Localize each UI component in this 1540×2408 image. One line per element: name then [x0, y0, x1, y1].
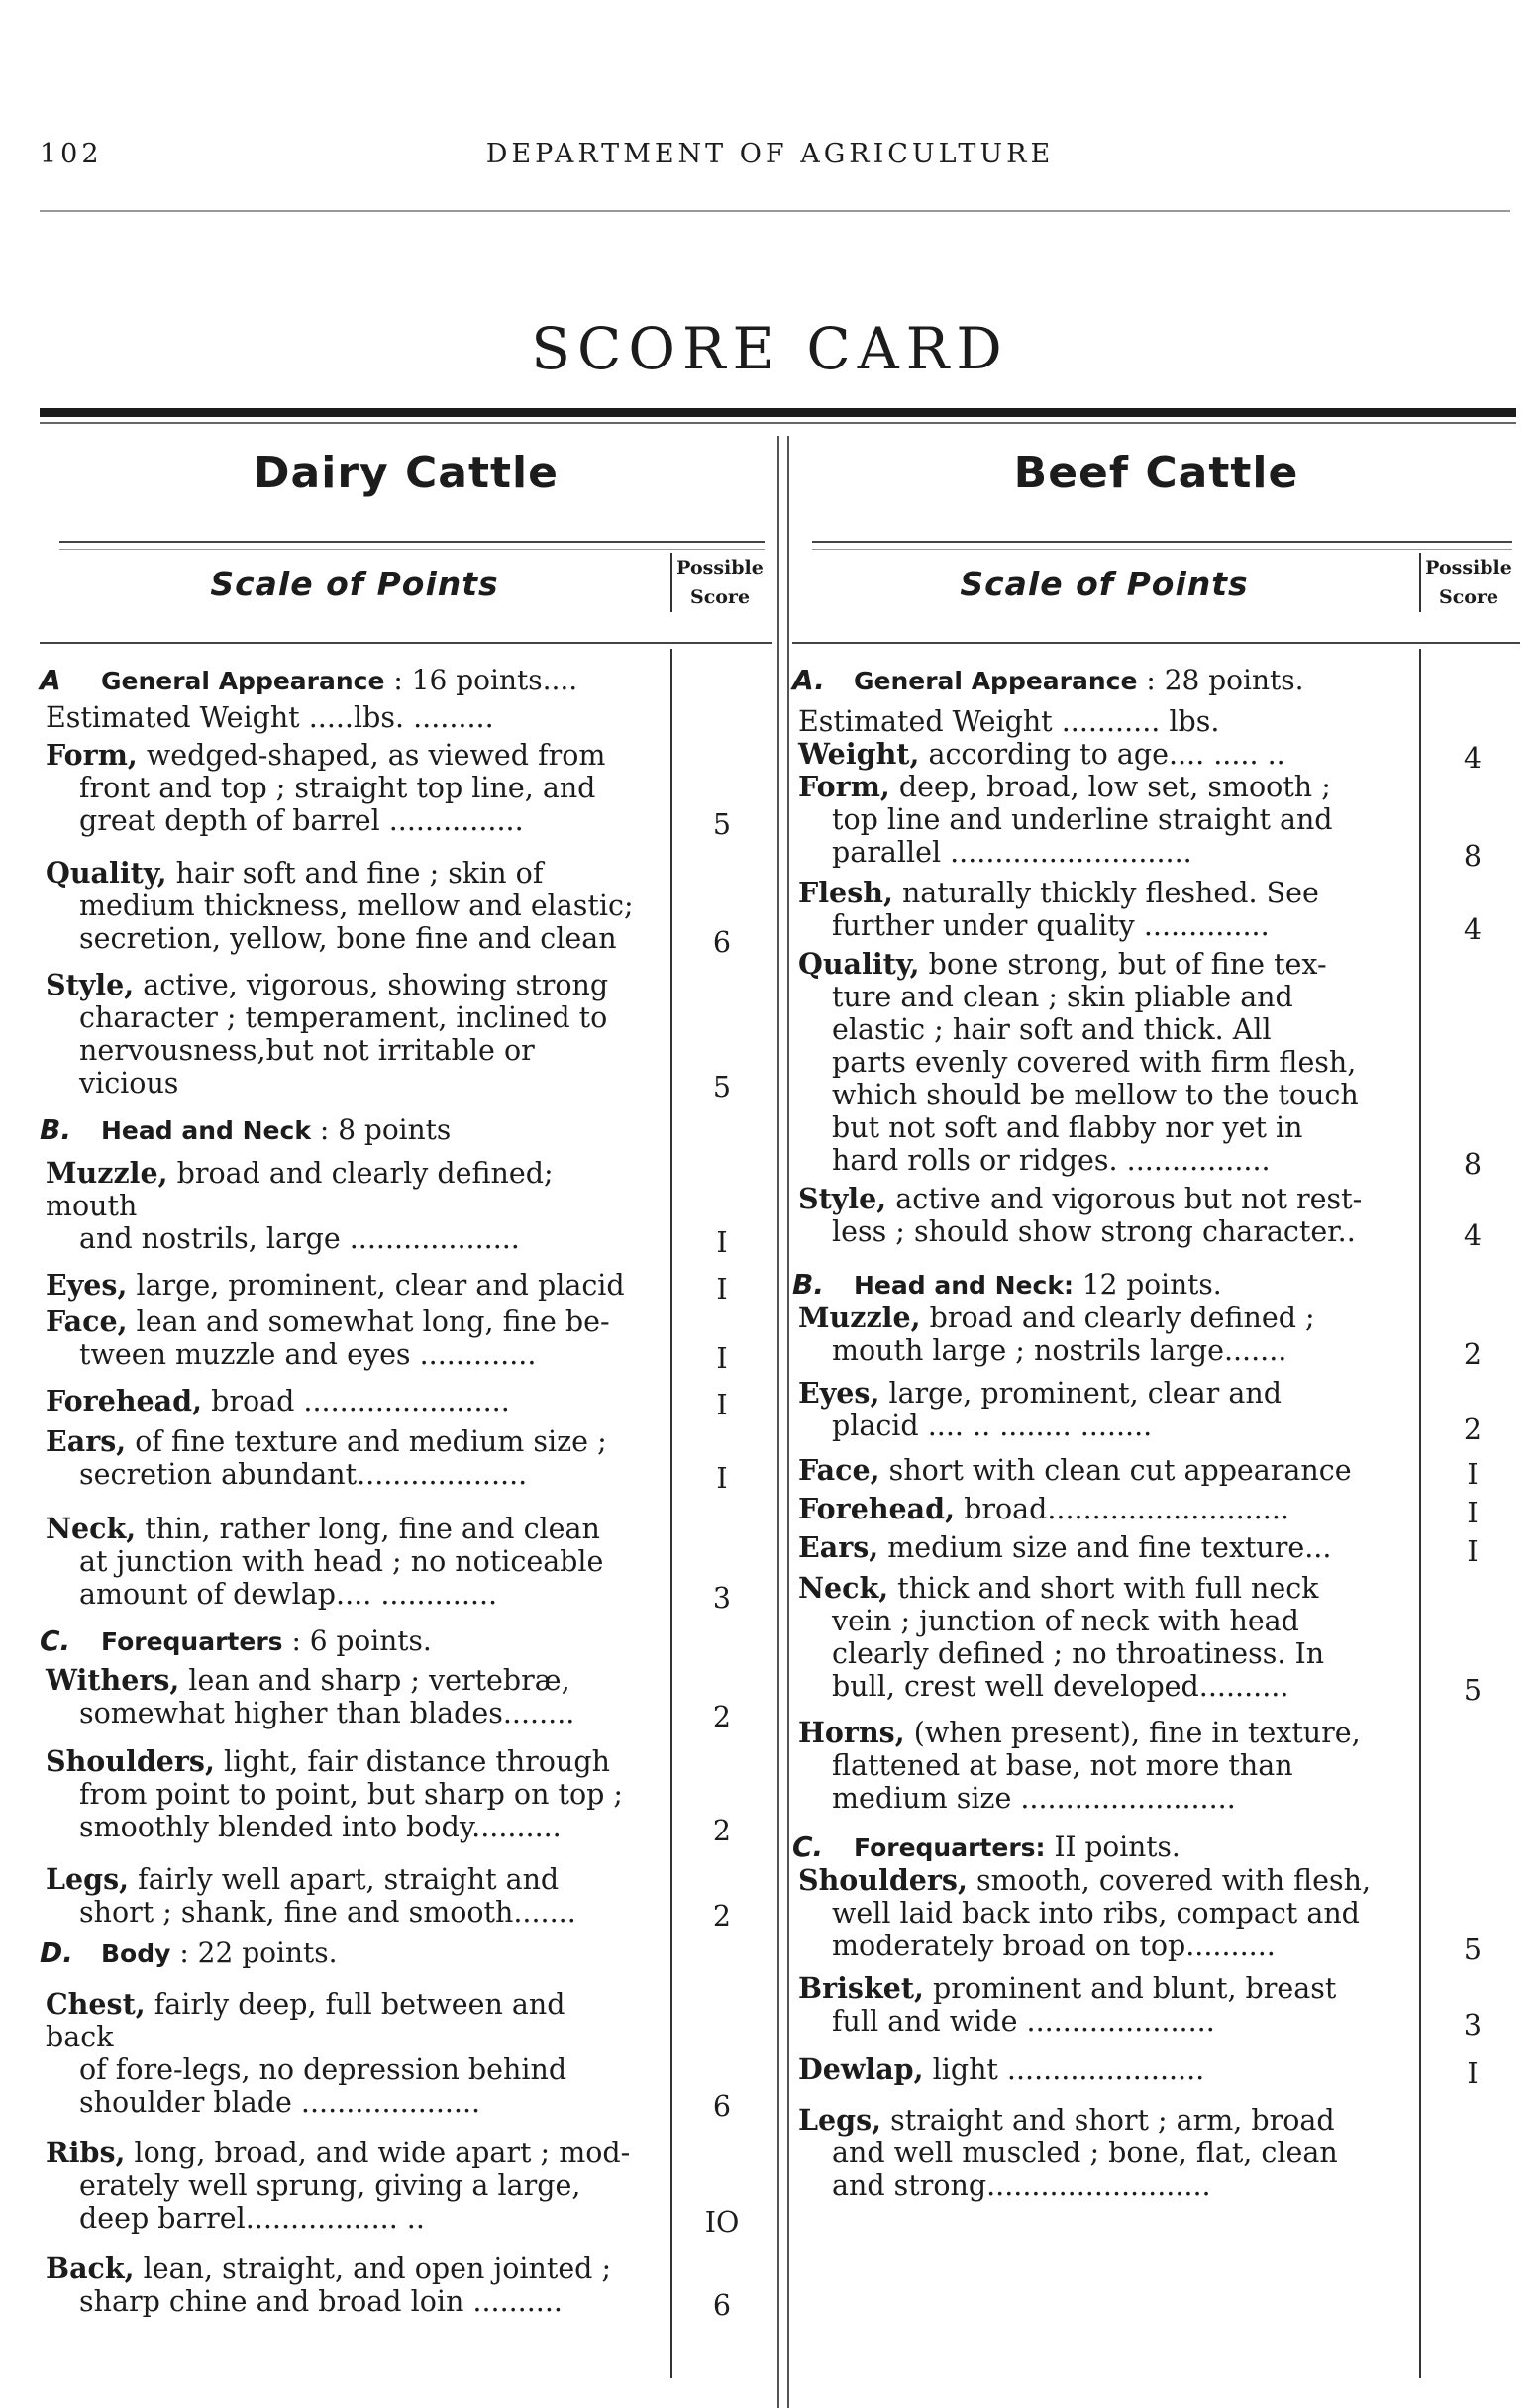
beef-title: Beef Cattle — [1013, 448, 1299, 498]
running-title: DEPARTMENT OF AGRICULTURE — [485, 139, 1055, 169]
section-heading: A. General Appearance : 28 points. — [792, 664, 1304, 696]
section-points: 22 points. — [197, 1937, 338, 1969]
item-text: active, vigorous, showing strong — [143, 969, 609, 1001]
item-text: hard rolls or ridges. ................ — [832, 1144, 1271, 1177]
section-title: Forequarters — [101, 1627, 283, 1656]
section-points: 6 points. — [309, 1624, 432, 1657]
possible-score-value: 5 — [712, 1071, 732, 1103]
score-item — [40, 1512, 770, 1615]
item-text: character ; temperament, inclined to — [79, 1001, 608, 1034]
item-text: prominent and blunt, breast — [933, 1972, 1337, 2005]
possible-score-value: 4 — [1463, 742, 1483, 775]
score-item — [40, 1384, 770, 1421]
item-text: vein ; junction of neck with head — [832, 1605, 1299, 1637]
section-letter: B. — [40, 1113, 71, 1146]
item-term: Eyes, — [46, 1268, 128, 1302]
item-text: clearly defined ; no throatiness. In — [832, 1637, 1325, 1670]
item-term: Muzzle, — [46, 1156, 168, 1190]
dairy-scale-label: Scale of Points — [210, 565, 499, 603]
item-text: lean, straight, and open jointed ; — [143, 2252, 612, 2285]
item-text: and strong......................... — [832, 2169, 1211, 2202]
beef-rule — [812, 541, 1512, 543]
score-item — [792, 876, 1520, 946]
section-title: Body — [101, 1939, 171, 1968]
item-term: Forehead, — [46, 1384, 203, 1417]
item-term: Form, — [46, 738, 138, 772]
possible-score-value: 2 — [712, 1815, 732, 1847]
item-term: Shoulders, — [798, 1863, 968, 1897]
possible-score-value: IO — [704, 2206, 740, 2239]
page-number: 102 — [40, 139, 103, 169]
item-text: light, fair distance through — [223, 1745, 610, 1778]
score-item — [792, 947, 1520, 1181]
item-term: Ribs, — [46, 2136, 126, 2169]
score-item — [40, 738, 770, 841]
beef-scale-label: Scale of Points — [960, 565, 1249, 603]
section-heading — [792, 1268, 1520, 1302]
title-thick-rule — [40, 408, 1516, 417]
item-text: elastic ; hair soft and thick. All — [832, 1013, 1272, 1046]
item-text: long, broad, and wide apart ; mod- — [134, 2137, 631, 2169]
possible-score-value: I — [716, 1389, 728, 1421]
score-item — [792, 770, 1520, 873]
section-letter: D. — [40, 1937, 73, 1969]
section-heading: B. Head and Neck : 8 points — [40, 1113, 452, 1146]
beef-panel — [792, 436, 1520, 2408]
item-text: lean and sharp ; vertebræ, — [188, 1664, 570, 1697]
beef-rule-thin — [812, 549, 1512, 550]
item-text: less ; should show strong character.. — [832, 1215, 1356, 1248]
item-text: deep, broad, low set, smooth ; — [898, 771, 1331, 803]
item-term: Back, — [46, 2251, 135, 2285]
item-term: Form, — [798, 770, 890, 803]
page-title: SCORE CARD — [531, 315, 1009, 382]
item-term: Flesh, — [798, 876, 893, 909]
item-text: medium size and fine texture... — [887, 1531, 1332, 1564]
item-text: bone strong, but of fine tex- — [928, 948, 1327, 981]
item-term: Face, — [798, 1453, 880, 1487]
score-item — [40, 1862, 770, 1933]
possible-score-value: I — [716, 1462, 728, 1495]
dairy-entries — [40, 664, 770, 2322]
score-item — [792, 1376, 1520, 1446]
possible-score-value: 6 — [712, 926, 732, 959]
score-item — [792, 1971, 1520, 2042]
section-heading — [792, 1831, 1520, 1864]
possible-score-value: 8 — [1463, 840, 1483, 873]
item-text: placid .... .. ........ ........ — [832, 1410, 1153, 1442]
section-points: II points. — [1054, 1831, 1181, 1863]
section-title: Head and Neck: — [854, 1271, 1074, 1300]
item-text: Estimated Weight .....lbs. ......... — [46, 701, 494, 734]
item-text: at junction with head ; no noticeable — [79, 1545, 604, 1578]
beef-header-bottom-rule — [792, 642, 1520, 644]
item-text: according to age.... ..... .. — [928, 738, 1285, 771]
item-text: medium thickness, mellow and elastic; — [79, 890, 634, 922]
item-text: parts evenly covered with firm flesh, — [832, 1046, 1357, 1079]
score-item — [792, 1182, 1520, 1252]
possible-score-value: 5 — [1463, 1674, 1483, 1707]
score-item — [40, 1305, 770, 1375]
item-text: medium size ........................ — [832, 1782, 1236, 1815]
beef-entries — [792, 664, 1520, 2202]
item-term: Ears, — [46, 1424, 127, 1458]
item-text: tween muzzle and eyes ............. — [79, 1338, 537, 1371]
item-text: secretion abundant................... — [79, 1458, 528, 1491]
title-thin-rule — [40, 422, 1516, 424]
item-term: Legs, — [798, 2103, 882, 2137]
score-item — [792, 2104, 1520, 2202]
item-text: wedged-shaped, as viewed from — [146, 739, 606, 772]
item-text: broad ....................... — [211, 1385, 510, 1417]
section-points: 16 points.... — [411, 664, 578, 696]
item-text: flattened at base, not more than — [832, 1749, 1293, 1782]
possible-score-value: 2 — [1463, 1338, 1483, 1371]
item-text: thin, rather long, fine and clean — [145, 1513, 600, 1545]
possible-score-value: 2 — [712, 1701, 732, 1733]
item-text: but not soft and flabby nor yet in — [832, 1111, 1303, 1144]
section-title: Forequarters: — [854, 1833, 1046, 1862]
possible-score-value: 5 — [1463, 1934, 1483, 1966]
item-term: Ears, — [798, 1530, 879, 1564]
item-text: and well muscled ; bone, flat, clean — [832, 2137, 1338, 2169]
dairy-scale-header — [40, 565, 669, 603]
possible-score-value: 5 — [712, 808, 732, 841]
item-text: erately well sprung, giving a large, — [79, 2169, 581, 2202]
item-text: straight and short ; arm, broad — [890, 2104, 1335, 2137]
column-divider — [777, 436, 789, 2408]
possible-score-value: I — [716, 1273, 728, 1306]
item-text: large, prominent, clear and — [888, 1377, 1282, 1410]
item-text: fairly well apart, straight and — [138, 1863, 560, 1896]
item-term: Muzzle, — [798, 1301, 921, 1334]
header-rule — [40, 210, 1510, 212]
item-text: Estimated Weight ........... lbs. — [798, 705, 1220, 738]
beef-possible-score-header: Possible Score — [1419, 553, 1516, 612]
item-term: Eyes, — [798, 1376, 880, 1410]
item-text: of fore-legs, no depression behind — [79, 2053, 567, 2086]
possible-score-value: I — [1467, 1497, 1479, 1529]
item-text: somewhat higher than blades........ — [79, 1697, 575, 1729]
item-text: light ...................... — [932, 2053, 1205, 2086]
section-letter: C. — [40, 1624, 71, 1657]
dairy-rule-thin — [59, 549, 765, 550]
item-term: Chest, — [46, 1987, 146, 2021]
item-text: of fine texture and medium size ; — [135, 1425, 607, 1458]
item-text: moderately broad on top.......... — [832, 1930, 1276, 1962]
possible-score-value: 2 — [1463, 1413, 1483, 1446]
item-term: Quality, — [798, 947, 920, 981]
item-text: amount of dewlap.... ............. — [79, 1578, 498, 1611]
score-item — [40, 701, 770, 734]
item-text: large, prominent, clear and placid — [136, 1269, 625, 1302]
item-text: mouth large ; nostrils large....... — [832, 1334, 1287, 1367]
item-text: hair soft and fine ; skin of — [175, 857, 544, 890]
section-letter: C. — [792, 1831, 824, 1863]
item-term: Brisket, — [798, 1971, 924, 2005]
dairy-possible-score-header: Possible Score — [670, 553, 768, 612]
dairy-rule — [59, 541, 765, 543]
item-text: short ; shank, fine and smooth....... — [79, 1896, 576, 1929]
section-points: 8 points — [338, 1113, 452, 1146]
section-heading: A General Appearance : 16 points.... — [40, 664, 578, 696]
item-text: short with clean cut appearance — [888, 1454, 1352, 1487]
score-item — [40, 856, 770, 959]
item-text: front and top ; straight top line, and — [79, 772, 596, 804]
score-item — [40, 1987, 770, 2123]
item-term: Withers, — [46, 1663, 180, 1697]
item-text: full and wide ..................... — [832, 2005, 1215, 2038]
item-term: Quality, — [46, 856, 167, 890]
beef-scale-header — [792, 565, 1416, 603]
item-text: top line and underline straight and — [832, 803, 1333, 836]
item-text: active and vigorous but not rest- — [895, 1183, 1363, 1215]
possible-score-value: 4 — [1463, 913, 1483, 946]
score-item — [40, 968, 770, 1103]
item-text: smooth, covered with flesh, — [975, 1864, 1372, 1897]
item-text: ture and clean ; skin pliable and — [832, 981, 1293, 1013]
dairy-header-bottom-rule — [40, 642, 772, 644]
section-title: General Appearance — [854, 667, 1138, 695]
possible-score-value: 3 — [1463, 2009, 1483, 2042]
item-text: broad........................... — [964, 1493, 1289, 1525]
item-text: great depth of barrel ............... — [79, 804, 524, 837]
score-item — [792, 1571, 1520, 1707]
item-text: shoulder blade .................... — [79, 2086, 481, 2119]
possible-score-value: I — [1467, 1535, 1479, 1568]
section-heading: C. Forequarters : 6 points. — [40, 1624, 432, 1657]
possible-score-value: 3 — [712, 1582, 732, 1615]
item-term: Neck, — [798, 1571, 889, 1605]
section-title: General Appearance — [101, 667, 385, 695]
item-text: (when present), fine in texture, — [913, 1717, 1361, 1749]
score-item — [792, 1492, 1520, 1529]
possible-score-value: 6 — [712, 2289, 732, 2322]
item-term: Face, — [46, 1305, 128, 1338]
running-head — [40, 139, 1500, 182]
item-text: broad and clearly defined ; — [929, 1302, 1315, 1334]
possible-score-value: 2 — [712, 1900, 732, 1933]
section-points: 28 points. — [1164, 664, 1304, 696]
possible-score-value: I — [1467, 2057, 1479, 2090]
item-text: further under quality .............. — [832, 909, 1270, 942]
item-text: smoothly blended into body.......... — [79, 1811, 562, 1843]
section-letter: B. — [792, 1268, 824, 1301]
item-text: from point to point, but sharp on top ; — [79, 1778, 624, 1811]
score-item — [792, 1717, 1520, 1815]
item-text: well laid back into ribs, compact and — [832, 1897, 1360, 1930]
item-text: secretion, yellow, bone fine and clean — [79, 922, 617, 955]
item-term: Neck, — [46, 1512, 137, 1545]
section-heading: D. Body : 22 points. — [40, 1937, 338, 1969]
score-item — [792, 737, 1520, 775]
score-item — [40, 1663, 770, 1733]
dairy-title: Dairy Cattle — [254, 448, 559, 498]
score-item — [40, 1744, 770, 1847]
item-text: naturally thickly fleshed. See — [901, 877, 1319, 909]
item-term: Style, — [46, 968, 135, 1001]
dairy-panel — [40, 436, 772, 2408]
item-term: Shoulders, — [46, 1744, 215, 1778]
section-letter: A. — [792, 664, 825, 696]
score-item — [40, 2136, 770, 2239]
possible-score-value: I — [1467, 1458, 1479, 1491]
score-item — [792, 1530, 1520, 1568]
item-text: and nostrils, large ................... — [79, 1222, 520, 1255]
item-term: Forehead, — [798, 1492, 956, 1525]
score-item — [40, 2251, 770, 2322]
score-item — [40, 1156, 770, 1259]
item-term: Dewlap, — [798, 2052, 924, 2086]
item-text: bull, crest well developed.......... — [832, 1670, 1289, 1703]
item-text: which should be mellow to the touch — [832, 1079, 1359, 1111]
possible-score-value: 4 — [1463, 1219, 1483, 1252]
item-text: thick and short with full neck — [897, 1572, 1319, 1605]
score-item — [792, 2052, 1520, 2090]
score-item — [792, 1453, 1520, 1491]
score-item — [40, 1424, 770, 1495]
possible-score-value: I — [716, 1226, 728, 1259]
item-text: nervousness,but not irritable or vicious — [79, 1034, 535, 1099]
item-term: Weight, — [798, 737, 920, 771]
item-text: lean and somewhat long, fine be- — [136, 1306, 610, 1338]
item-text: broad and clearly defined; mouth — [46, 1157, 554, 1222]
item-term: Horns, — [798, 1716, 905, 1749]
item-text: fairly deep, full between and back — [46, 1988, 565, 2053]
section-letter: A — [40, 664, 61, 696]
section-points: 12 points. — [1081, 1268, 1222, 1301]
score-item — [792, 1301, 1520, 1371]
item-text: sharp chine and broad loin .......... — [79, 2285, 563, 2318]
item-text: parallel ........................... — [832, 836, 1192, 869]
score-item — [40, 1268, 770, 1306]
score-item — [792, 1863, 1520, 1966]
section-title: Head and Neck — [101, 1116, 311, 1145]
score-item — [792, 705, 1520, 738]
item-term: Style, — [798, 1182, 887, 1215]
possible-score-value: 6 — [712, 2090, 732, 2123]
possible-score-value: 8 — [1463, 1148, 1483, 1181]
item-text: deep barrel................. .. — [79, 2202, 425, 2235]
possible-score-value: I — [716, 1342, 728, 1375]
item-term: Legs, — [46, 1862, 130, 1896]
